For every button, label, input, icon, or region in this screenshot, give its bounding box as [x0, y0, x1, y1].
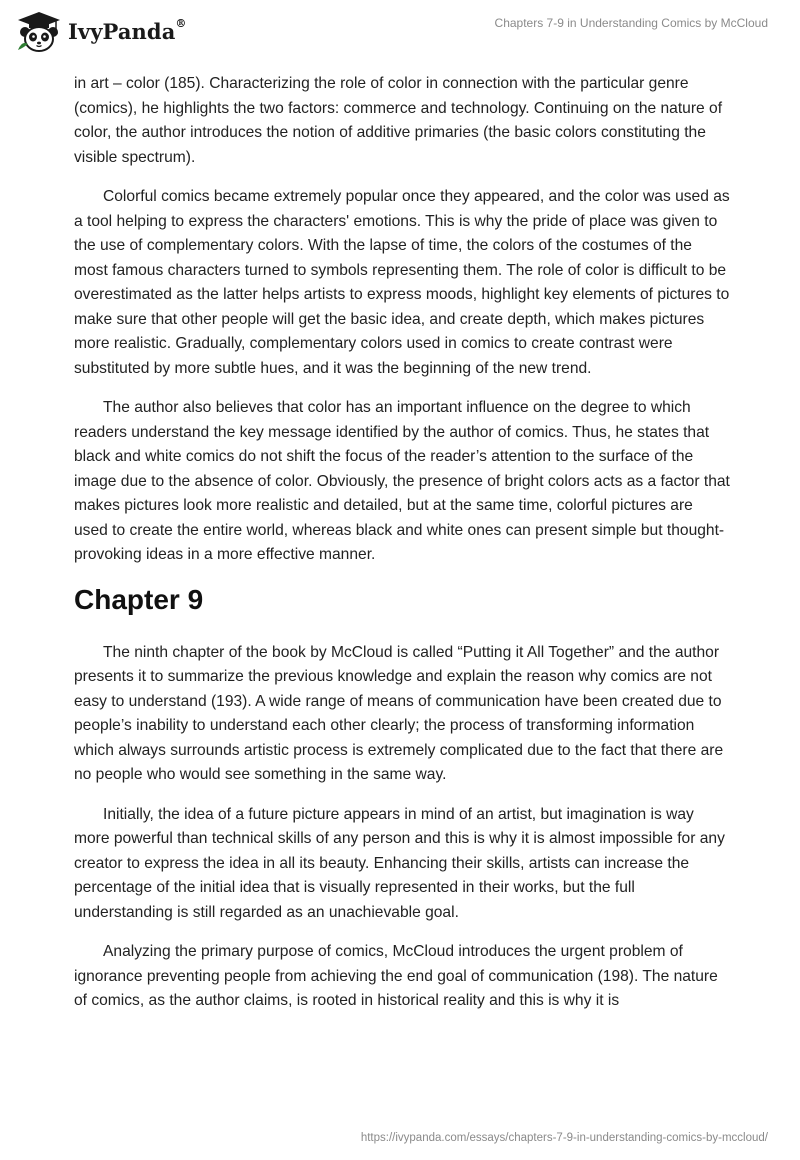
brand-name-text: IvyPanda [68, 18, 176, 44]
section-heading: Chapter 9 [74, 583, 204, 615]
brand-logo[interactable] [16, 10, 187, 52]
paragraph: Analyzing the primary purpose of comics, McCloud introduces the urgent problem of ignorance preventing people from achieving the end goal of communication (198). The nature of comics, as the author claims, is rooted in historical reality and this is why it is [74, 943, 718, 1009]
page-header [0, 0, 800, 62]
brand-name [68, 16, 187, 44]
paragraph: The author also believes that color has an important influence on the degree to which readers understand the key message identified by the author of comics. Thus, he states that black and white comics do not shift the focus of the reader’s attention to the surface of the image due to the absence of color. Obviously, the presence of bright colors acts as a factor that makes pictures look more realistic and detailed, but at the same time, colorful pictures are used to create the entire world, whereas black and white ones can present simple but thought-provoking ideas in a more effective manner. [74, 399, 730, 563]
paragraph: in art – color (185). Characterizing the role of color in connection with the particular genre (comics), he highlights the two factors: commerce and technology. Continuing on the nature of color, the author introduces the notion of additive primaries (the basic colors constituting the visible spectrum). [74, 75, 723, 166]
source-url[interactable]: https://ivypanda.com/essays/chapters-7-9-in-understanding-comics-by-mccloud/ [360, 1132, 768, 1144]
registered-mark: ® [175, 16, 187, 30]
document-title: Chapters 7-9 in Understanding Comics by McCloud [494, 16, 768, 30]
panda-graduate-logo-icon [16, 10, 62, 52]
essay-body [74, 72, 730, 1029]
paragraph: Colorful comics became extremely popular once they appeared, and the color was used as a tool helping to express the characters' emotions. This is why the pride of place was given to the use of complementary colors. With the lapse of time, the colors of the costumes of the most famous characters turned to symbols representing them. The role of color is difficult to be overestimated as the latter helps artists to express moods, highlight key elements of pictures to make sure that other people will get the basic idea, and create depth, which makes pictures more realistic. Gradually, complementary colors used in comics to create contrast were substituted by more subtle hues, and it was the beginning of the new trend. [74, 188, 730, 377]
paragraph: The ninth chapter of the book by McCloud is called “Putting it All Together” and the author presents it to summarize the previous knowledge and explain the reason why comics are not easy to understand (193). A wide range of means of communication have been created due to people’s inability to understand each other clearly; the process of transforming information which always surrounds artistic process is extremely complicated due to the fact that there are no people who would see something in the same way. [74, 643, 724, 783]
paragraph: Initially, the idea of a future picture appears in mind of an artist, but imagination is way more powerful than technical skills of any person and this is why it is almost impossible for any creator to express the idea in all its beauty. Enhancing their skills, artists can increase the percentage of the initial idea that is visually represented in their works, but the full understanding is still regarded as an unachievable goal. [74, 805, 725, 921]
